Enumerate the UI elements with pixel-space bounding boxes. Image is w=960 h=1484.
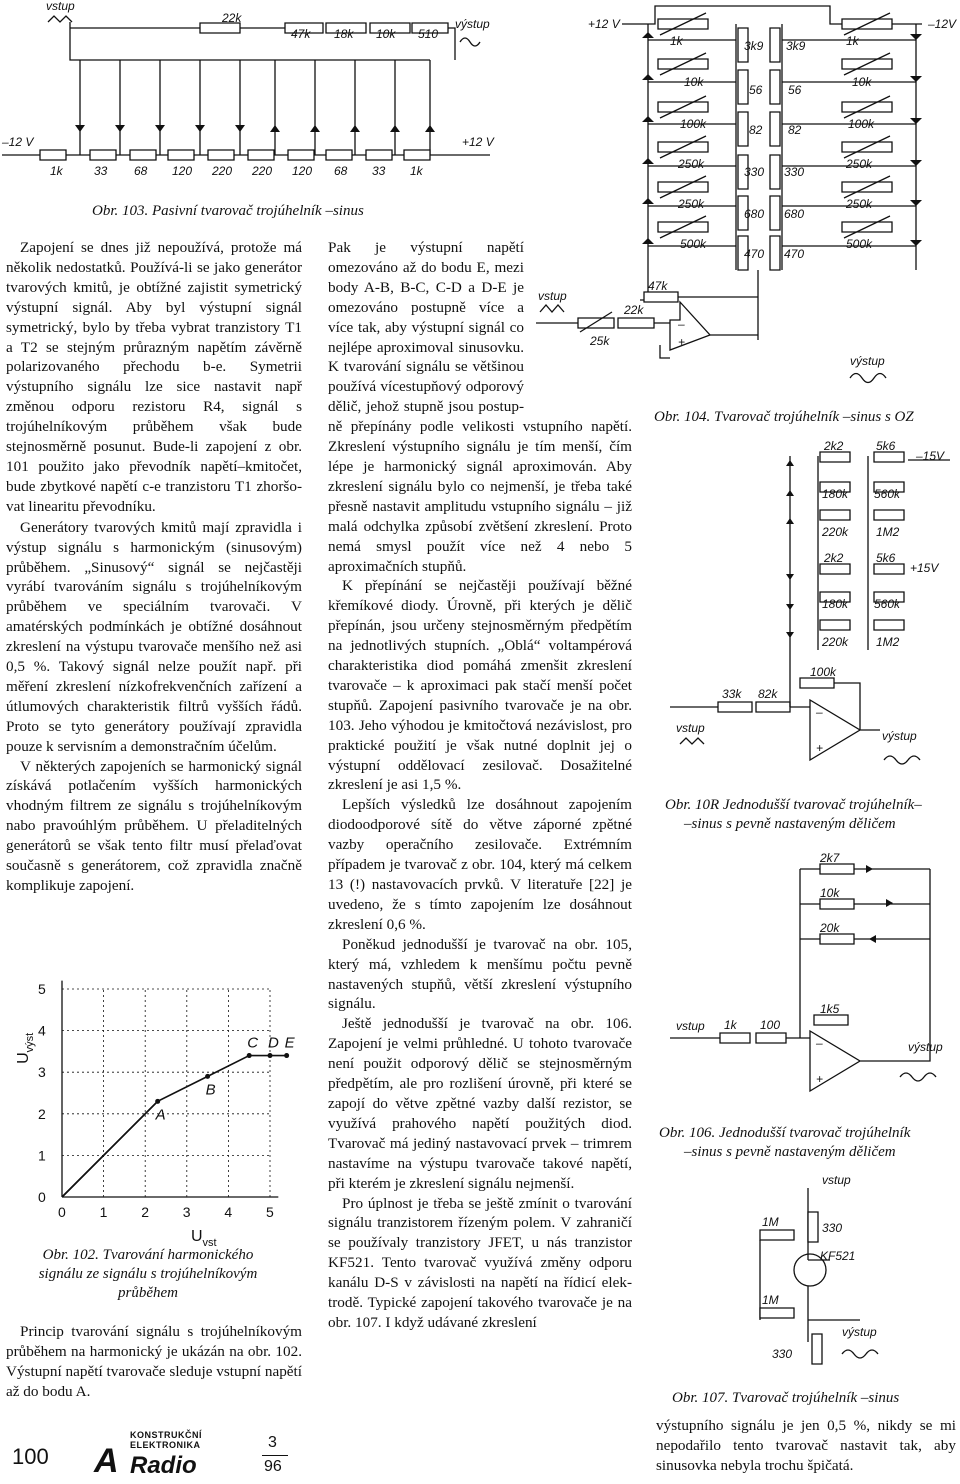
figure-106-schematic	[660, 851, 960, 1115]
fig102-caption	[28, 1246, 268, 1303]
point-label-B: B	[205, 1081, 216, 1099]
fig104-vystup: výstup	[850, 354, 885, 368]
fig103-neg-supply: –12 V	[2, 135, 34, 149]
fig104-fl-5: 470	[744, 247, 765, 261]
fig104-pl-3: 250k	[678, 157, 705, 171]
fig104-pr-1: 10k	[852, 75, 872, 89]
col2-paragraph-1: Pak je výstupní napětí omezováno až do bodu E, mezi body A-B, B-C, C-D a D-E je omezováno postupně více a více tak, aby výstupní signál co nejlépe aproximoval sinusovku. K tvarování signálu se většinou používá vícestupňový odporový dělič, jehož stupně jsou postupně přepínány podle velikosti vstupního napětí. Zkreslení výstupního signálu je tím menší, čím lépe je harmonický signál aproximován. Aby zkreslení signálu bylo co nejmenší, je třeba také přesně nastavit amplitudu vstupního signálu – již malá odchylka způsobí zvětšení zkreslení. Proto nemá smysl použít více než 4 nebo 5 aproximačních stupňů.	[328, 239, 632, 575]
fig104-vstup: vstup	[538, 289, 567, 303]
fig105-r13: 33k	[722, 687, 742, 701]
fig106-vstup: vstup	[676, 1019, 705, 1033]
fig105-caption-1: Obr. 10R Jednodušší tvarovač trojúhelník–	[665, 797, 922, 813]
page-number: 100	[12, 1444, 49, 1469]
issue-divider	[262, 1455, 288, 1456]
col2-paragraph-3: Lepších výsledků lze dosáhnout zapojením diodoodporové sítě do větve záporné zpětné vazby operačního zesilovače. Extrémním případem je tvarovač z obr. 104, který má celkem 13 (!) nastavovacích prvků. V literatuře [22] je uvedeno, že s tímto zapojením lze dosáhnout zkreslení 0,6 %.	[328, 796, 632, 933]
fig107-r-330-bottom: 330	[772, 1347, 793, 1361]
fig105-r9: 560k	[874, 597, 901, 611]
fig104-fl-1: 56	[749, 83, 763, 97]
fig105-r6: 2k2	[824, 551, 844, 565]
data-point-A	[155, 1099, 160, 1104]
fig104-pr-5: 500k	[846, 237, 873, 251]
fig103-rb-1: 1k	[50, 164, 63, 178]
svg-text:–: –	[678, 317, 685, 331]
y-tick-label: 3	[38, 1064, 46, 1081]
data-point-C	[247, 1053, 252, 1058]
y-tick-label: 2	[38, 1105, 46, 1122]
fig106-caption-1: Obr. 106. Jednodušší tvarovač trojúhelník	[659, 1125, 911, 1141]
fixed-resistors	[738, 28, 780, 270]
fig103-r-22k: 22k	[222, 11, 242, 25]
fig103-vstup-label: vstup	[46, 0, 75, 13]
logo-elektronika: ELEKTRONIKA	[130, 1440, 201, 1450]
fig104-fl-3: 330	[744, 165, 765, 179]
fig103-rb-10: 1k	[410, 164, 423, 178]
fig103-vystup-label: výstup	[455, 17, 490, 31]
fig104-fr-4: 680	[784, 207, 805, 221]
fig103-r-47k: 47k	[291, 27, 311, 41]
fig103-r-510: 510	[418, 27, 439, 41]
col1-paragraph-2: Generátory tvarových kmitů mají zpravidla i výstup signálu s harmonickým (sinusovým) průběhem. „Sinusový“ signál se nejčastěji vyrábí tvarováním signálu s trojúhelníkovým průběhem ve speciálním tvarovači. V amatérských podmínkách je obtížné dosáhnout zkreslení na výstupu tvarovače menšího než asi 0,5 %. Takový signál nelze použít např. při měření zkreslení nízkofrekvenčních zařízení a útlumových charakteristik filtrů vyšších řádů. Proto se tyto generátory používají zpravidla pouze k servisním a demonstračním účelům.	[6, 518, 302, 755]
fig104-pot-25k: 25k	[590, 334, 610, 348]
figure-103-schematic	[0, 0, 520, 195]
fig105-r10: 220k	[822, 635, 849, 649]
col2-paragraph-5: Ještě jednodušší je tvarovač na obr. 106. Zapojení je velmi průhledné. U tohoto tvarovače není použit odporový dělič se stejnosměrným předpětím, ale pro rozlišení úrovně, při které se zapojí do větve zpětné vazby další rezistor, se využívá prahového napětí použitých diod. Tvarovač má jediný nastavovací prvek – trimrem nastavíme na výstupu tvarovače takové napětí, při kterém je zkreslení signálu nejmenší.	[328, 1015, 632, 1192]
fig104-fr-2: 82	[788, 123, 802, 137]
y-axis-label: $U_{výst}$	[15, 1032, 36, 1064]
data-point-E	[284, 1053, 289, 1058]
fig103-rb-4: 120	[172, 164, 193, 178]
triangle-wave-icon	[48, 16, 72, 22]
x-tick-label: 3	[182, 1204, 191, 1220]
issue-number: 3	[268, 1434, 277, 1451]
fig104-pr-0: 1k	[846, 34, 859, 48]
fig103-rb-8: 68	[334, 164, 348, 178]
fig106-r0: 2k7	[820, 851, 840, 865]
diode-ladder	[75, 60, 435, 155]
fig105-r2: 180k	[822, 487, 849, 501]
fig107-vystup: výstup	[842, 1325, 877, 1339]
logo-konstrukcni: KONSTRUKČNÍ	[130, 1430, 202, 1440]
fig104-fr-0: 3k9	[786, 39, 806, 53]
col2-paragraph-4: Poněkud jednodušší je tvarovač na obr. 105, který má, vzhledem k menšímu počtu pevně nastavených stupňů, větší zkreslení výstupního signálu.	[328, 935, 632, 1013]
figure-107-schematic	[700, 1170, 960, 1380]
y-tick-label: 1	[38, 1147, 46, 1164]
fig103-rb-6: 220	[252, 164, 273, 178]
sine-wave-icon	[850, 374, 886, 383]
fig104-pl-1: 10k	[684, 75, 704, 89]
fig107-r-1m-top: 1M	[762, 1215, 779, 1229]
col2-paragraph-6: Pro úplnost je třeba se ještě zmínit o tvarování signálu tranzistorem řízeným polem. V zahraničí se používaly tranzistory JFET, u nás tranzistor KF521. Tento tvarovač využívá změny odporu kanálu D-S v závislosti na napětí na řídicí elektrodě. Typické zapojení takového tvarovače je na obr. 107. I když udávané zkreslení	[328, 1194, 632, 1331]
fig105-r0: 2k2	[824, 439, 844, 453]
x-tick-label: 2	[141, 1204, 149, 1220]
x-tick-label: 5	[266, 1204, 274, 1220]
fig104-fl-0: 3k9	[744, 39, 764, 53]
fig106-r1: 10k	[820, 886, 840, 900]
point-label-A: A	[155, 1106, 166, 1124]
col3-tail-text	[656, 1416, 956, 1476]
figure-102-chart	[10, 975, 310, 1255]
fig105-r1: 5k6	[876, 439, 896, 453]
fig104-pl-4: 250k	[678, 197, 705, 211]
fig106-r3: 1k5	[820, 1002, 840, 1016]
fig103-rb-9: 33	[372, 164, 386, 178]
fig103-rb-3: 68	[134, 164, 148, 178]
fig102-caption-line-3: průběhem	[118, 1285, 178, 1301]
fig105-r14: 82k	[758, 687, 778, 701]
fig104-pr-3: 250k	[846, 157, 873, 171]
fig107-jfet: KF521	[820, 1249, 856, 1263]
sine-wave-icon	[460, 38, 480, 46]
x-tick-label: 4	[224, 1204, 233, 1220]
svg-text:+: +	[816, 741, 824, 755]
fig104-fl-2: 82	[749, 123, 763, 137]
fig104-pl-2: 100k	[680, 117, 707, 131]
fig104-r-22k: 22k	[624, 303, 644, 317]
fig107-r-330-top: 330	[822, 1221, 843, 1235]
fig107-r-1m-bottom: 1M	[762, 1293, 779, 1307]
col3-tail-paragraph: výstupního signálu je jen 0,5 %, nikdy se mi nepodařilo tento tvarovač nastavit tak, aby sinusovka nebyla trochu špičatá.	[656, 1417, 956, 1474]
fig106-r5: 100	[760, 1018, 781, 1032]
data-point-D	[268, 1053, 273, 1058]
magazine-logo	[88, 1428, 218, 1480]
point-label-D: D	[268, 1034, 279, 1052]
fig104-caption: Obr. 104. Tvarovač trojúhelník –sinus s OZ	[654, 409, 914, 425]
col2-paragraph-2: K přepínání se nejčastěji používají běžné křemíkové diody. Úrovně, při kterých je dělič přepínán, jsou určeny stejnosměrným předpětím na jednotlivých stupních. „Oblá“ voltampérová charakteristika diod pomáhá zmenšit zkreslení tvarovače – k aproximaci pak stačí menší počet stupňů. Zapojení pasivního tvarovače je na obr. 103. Jeho výhodou je kmitočtová nezávislost, pro praktické použití je však nutné doplnit jej o výstupní oddělovací zesilovač. Dosažitelné zkreslení je asi 1,5 %.	[328, 577, 632, 794]
logo-a: A	[94, 1442, 119, 1480]
data-point-B	[205, 1074, 210, 1079]
column-2-text	[328, 238, 632, 1333]
fig104-pl-0: 1k	[670, 34, 683, 48]
fig105-vystup: výstup	[882, 729, 917, 743]
text-wrap-spacer	[524, 238, 632, 416]
fig105-r3: 560k	[874, 487, 901, 501]
fig105-caption-2: –sinus s pevně nastaveným děličem	[684, 816, 896, 832]
x-axis-label: $U_{vst}$	[190, 1228, 217, 1249]
fig104-pos-supply: +12 V	[588, 17, 620, 31]
fig105-r7: 5k6	[876, 551, 896, 565]
svg-text:+: +	[816, 1072, 824, 1086]
x-tick-label: 0	[58, 1204, 66, 1220]
fig106-r2: 20k	[820, 921, 840, 935]
fig103-rb-5: 220	[212, 164, 233, 178]
point-label-C: C	[247, 1034, 259, 1052]
fig104-fr-5: 470	[784, 247, 805, 261]
fig105-r12: 100k	[810, 665, 837, 679]
col1-paragraph-1: Zapojení se dnes již nepoužívá, protože má několik nedostatků. Používá-li se jako generátor tvarových kmitů, je obtížné zajistit symetrický výstupní signál. Aby byl výstupní signál symetrický, bylo by třeba vybrat tranzistory T1 a T2 se stejným průrazným napětím závěrně polarizovaného přechodu b-e. Symetrii výstupního signálu lze sice nastavit např změnou odporu rezistoru R4, signál s trojúhelníkovým průběhem však bude stejnosměrně posunut. Bude-li zapojení z obr. 101 použito jako převodník napětí–kmitočet, bude zbytkové napětí c-e tranzistoru T1 zhoršovat linearitu převodníku.	[6, 239, 302, 515]
figure-105-schematic	[660, 440, 960, 790]
fig105-r11: 1M2	[876, 635, 900, 649]
fig107-caption: Obr. 107. Tvarovač trojúhelník –sinus	[672, 1390, 900, 1406]
fig102-caption-line-1: Obr. 102. Tvarování harmonického	[42, 1247, 254, 1263]
opamp-symbol	[670, 302, 710, 350]
fig105-pos: +15V	[910, 561, 939, 575]
y-tick-label: 0	[38, 1189, 46, 1205]
fig106-caption-2: –sinus s pevně nastaveným děličem	[684, 1144, 896, 1160]
fig104-fl-4: 680	[744, 207, 765, 221]
fig104-fr-3: 330	[784, 165, 805, 179]
svg-text:–: –	[816, 1036, 823, 1050]
y-tick-label: 5	[38, 981, 46, 997]
svg-text:+: +	[678, 335, 686, 349]
fig105-vstup: vstup	[676, 721, 705, 735]
logo-radio: Radio	[130, 1452, 197, 1479]
fig104-pl-5: 500k	[680, 237, 707, 251]
col1-paragraph-3: V některých zapojeních se harmonický signál získává potlačením vyšších harmonických vhodným filtrem ze signálu s trojúhelníkovým nabo pravoúhlým průběhem. U přeladitelných generátorů se však tento filtr musí přelaďovat současně s generátorem, což zpravidla značně komplikuje zapojení.	[6, 757, 302, 894]
fig102-caption-line-2: signálu ze signálu s trojúhelníkovým	[38, 1266, 258, 1282]
issue-year: 96	[264, 1458, 282, 1475]
fig104-pr-4: 250k	[846, 197, 873, 211]
fig103-r-10k: 10k	[376, 27, 396, 41]
point-label-E: E	[284, 1034, 295, 1052]
fig105-r5: 1M2	[876, 525, 900, 539]
column-1-text	[6, 238, 302, 896]
fig104-fr-1: 56	[788, 83, 802, 97]
fig103-caption: Obr. 103. Pasivní tvarovač trojúhelník –sinus	[92, 203, 364, 219]
fig103-pos-supply: +12 V	[462, 135, 494, 149]
fig103-rb-2: 33	[94, 164, 108, 178]
y-tick-label: 4	[38, 1022, 46, 1039]
fig106-vystup: výstup	[908, 1040, 943, 1054]
fig105-r4: 220k	[822, 525, 849, 539]
fig104-neg-supply: –12V	[928, 17, 957, 31]
x-tick-label: 1	[99, 1204, 108, 1220]
fig107-vstup: vstup	[822, 1173, 851, 1187]
series-line-approx	[62, 1056, 287, 1197]
fig103-rb-7: 120	[292, 164, 313, 178]
svg-text:–: –	[816, 705, 823, 719]
col1-paragraph-4-wrap	[6, 1322, 302, 1402]
fig105-r8: 180k	[822, 597, 849, 611]
fig105-neg: –15V	[916, 449, 945, 463]
col1-paragraph-4: Princip tvarování signálu s trojúhelníkovým průběhem na harmonický je ukázán na obr. 102. Výstupní napětí tvarovače sleduje vstupní napětí až do bodu A.	[6, 1323, 302, 1400]
fig104-pr-2: 100k	[848, 117, 875, 131]
fig106-r4: 1k	[724, 1018, 737, 1032]
fig103-r-18k: 18k	[334, 27, 354, 41]
fig104-r-feedback: 47k	[648, 279, 668, 293]
